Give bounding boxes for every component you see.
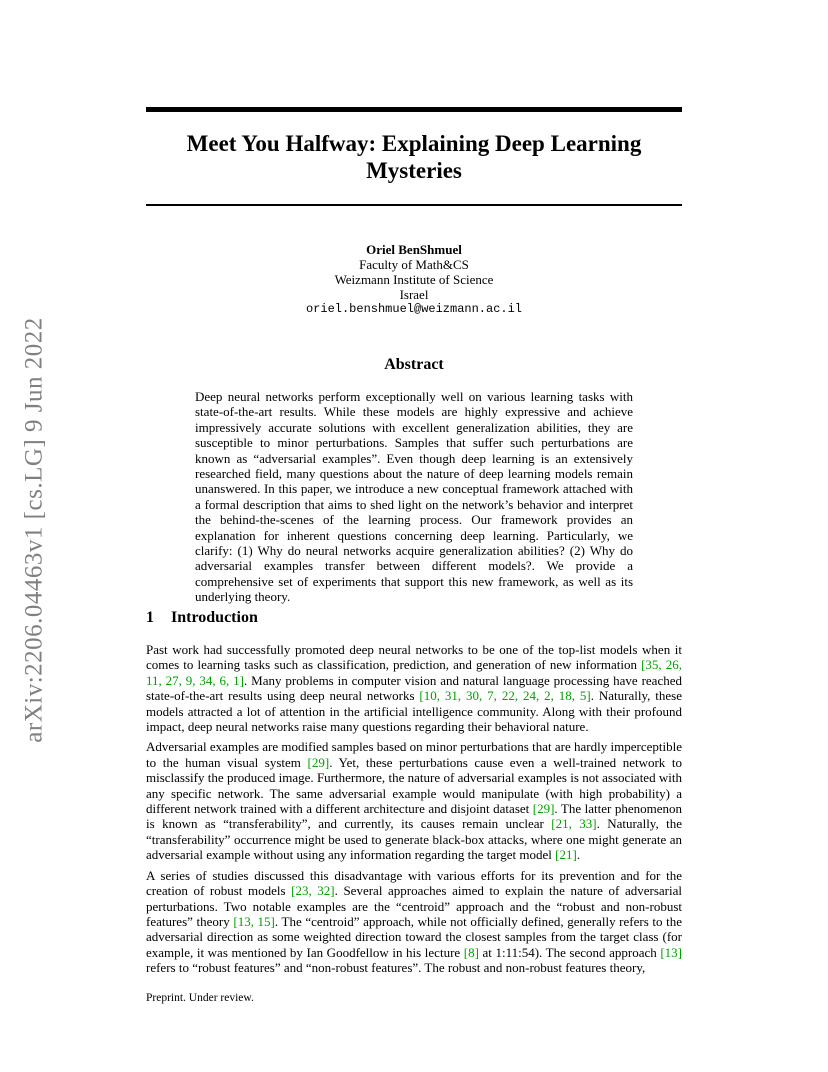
abstract-heading: Abstract — [384, 356, 444, 373]
citation-link[interactable]: [29] — [532, 801, 555, 817]
abstract-text: Deep neural networks perform exceptionally well on various learning tasks with state-of-the-art results. While these models are highly expressive and achieve impressively accurate solutions with excellent generalization abilities, they are susceptible to minor perturbations. Samples that suffer such perturbations are known as “adversarial examples”. Even though deep learning is an extensively researched field, many questions about the nature of deep learning models remain unanswered. In this paper, we introduce a new conceptual framework attached with a formal description that aims to shed light on the network’s behavior and interpret the behind-the-scenes of the learning process. Our framework provides an explanation for inherent questions concerning deep learning. Particularly, we clarify: (1) Why do neural networks acquire generalization abilities? (2) Why do adversarial examples transfer between different models?. We provide a comprehensive set of experiments that support this new framework, as well as its underlying theory. — [195, 389, 633, 605]
text-run: . Many problems in computer vision and natural language processing have reached state-of-the-art results using deep neural networks — [146, 672, 682, 704]
text-run: Past work had successfully promoted deep neural networks to be one of the top-list models when it comes to learning tasks such as classification, prediction, and generation of new information — [146, 642, 682, 673]
author-institute: Weizmann Institute of Science — [334, 272, 494, 287]
title-rule-top — [146, 107, 682, 112]
section-title: Introduction — [171, 609, 258, 626]
citation-link[interactable]: [23, 32] — [291, 883, 335, 899]
footer-note: Preprint. Under review. — [146, 992, 254, 1004]
citation-link[interactable]: [10, 31, 30, 7, 22, 24, 2, 18, 5] — [419, 688, 591, 704]
author-dept: Faculty of Math&CS — [359, 257, 469, 272]
arxiv-sidebar — [22, 295, 48, 765]
citation-link[interactable]: [13] — [660, 944, 682, 960]
title-rule-bottom — [146, 204, 682, 206]
author-country: Israel — [399, 287, 429, 302]
title-line-1: Meet You Halfway: Explaining Deep Learning — [186, 131, 642, 156]
text-run: at 1:11:54). The second approach — [478, 944, 661, 960]
author-block — [146, 242, 682, 317]
body-text — [146, 642, 682, 981]
text-run: . The “centroid” approach, while not officially defined, generally refers to the adversarial direction as some weighted direction toward the closest samples from the target class (for example, it was mentioned by Ian Goodfellow in his lecture — [146, 913, 682, 960]
arxiv-id: arXiv:2206.04463v1 [cs.LG] 9 Jun 2022 — [21, 317, 48, 743]
text-run: A series of studies discussed this disadvantage with various efforts for its prevention and for the creation of robust models — [146, 867, 682, 899]
paper-title — [146, 130, 682, 184]
text-run: . Naturally, these models attracted a lot of attention in the artificial intelligence community. Along with their profound impact, deep neural networks raise many questions regarding their behavioral nature. — [146, 688, 682, 735]
paragraph-3 — [146, 868, 682, 976]
text-run: . — [576, 847, 581, 863]
section-heading — [146, 609, 682, 627]
paragraph-1 — [146, 642, 682, 734]
citation-link[interactable]: [21, 33] — [551, 816, 597, 832]
author-email[interactable]: oriel.benshmuel@weizmann.ac.il — [305, 302, 523, 316]
title-line-2: Mysteries — [366, 158, 462, 183]
author-name: Oriel BenShmuel — [366, 242, 462, 257]
text-run: . The latter phenomenon is known as “transferability”, and currently, its causes remain unclear — [146, 801, 682, 832]
section-number: 1 — [146, 609, 154, 626]
paragraph-2 — [146, 739, 682, 862]
text-run: . Several approaches aimed to explain the nature of adversarial perturbations. Two notable examples are the “centroid” approach and the “robust and non-robust features” theory — [146, 883, 682, 929]
citation-link[interactable]: [35, 26, 11, 27, 9, 34, 6, 1] — [146, 657, 682, 688]
citation-link[interactable]: [29] — [307, 754, 330, 770]
citation-link[interactable]: [8] — [463, 944, 479, 960]
citation-link[interactable]: [13, 15] — [233, 913, 275, 929]
text-run: refers to “robust features” and “non-robust features”. The robust and non-robust features theory, — [146, 960, 646, 976]
text-run: . Naturally, the “transferability” occurrence might be used to generate black-box attacks, where one might generate an adversarial example without using any information regarding the target model — [146, 816, 682, 863]
text-run: . Yet, these perturbations cause even a well-trained network to misclassify the produced image. Furthermore, the nature of adversarial examples is not associated with any specific network. The same adversarial example would manipulate (with high probability) a different network trained with a different architecture and disjoint dataset — [146, 754, 683, 817]
text-run: Adversarial examples are modified samples based on minor perturbations that are hardly imperceptible to the human visual system — [146, 739, 682, 770]
citation-link[interactable]: [21] — [555, 847, 577, 863]
